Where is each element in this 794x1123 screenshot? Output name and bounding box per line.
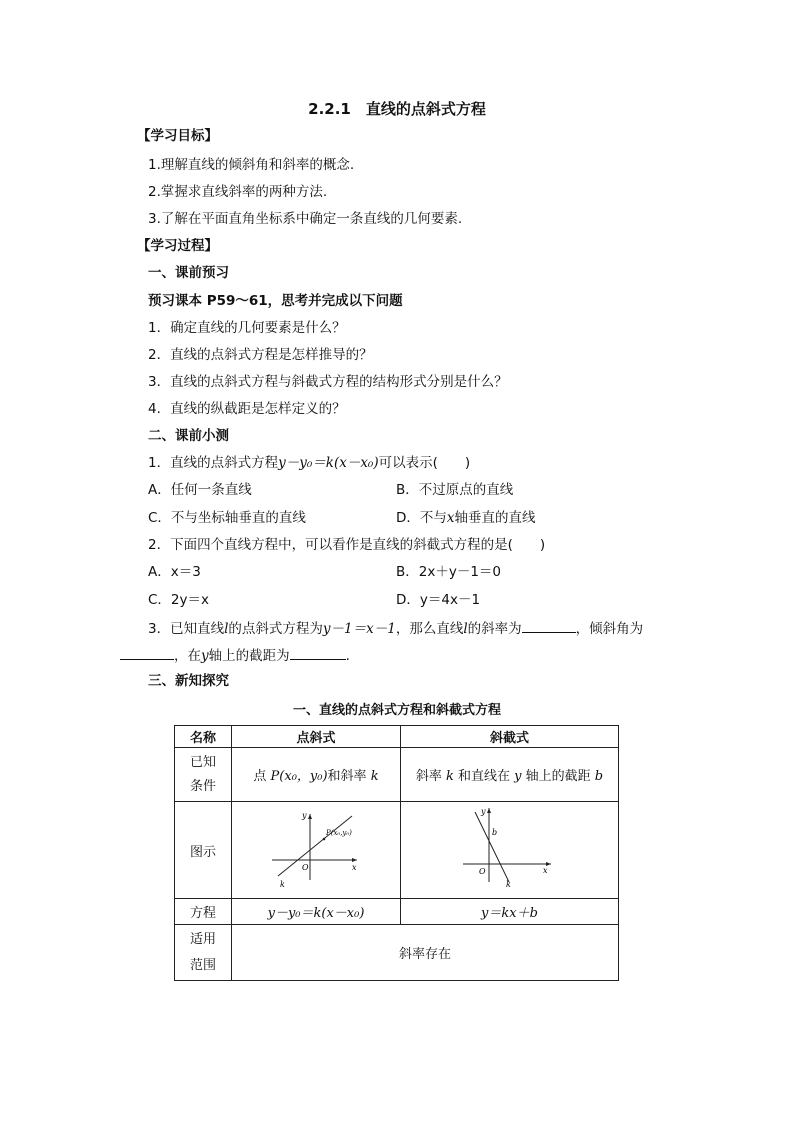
header-name: 名称 [175,726,232,748]
page-title: 2.2.1 直线的点斜式方程 [308,100,486,118]
row-label-figure: 图示 [175,802,232,899]
fig1-label-x: x [352,863,357,872]
sloped-line [278,816,352,876]
point-p [323,838,326,841]
q1-option-d [396,509,536,527]
preview-heading: 一、课前预习 [148,265,229,281]
q1-option-b: B．不过原点的直线 [396,482,514,498]
q1-option-d-text: D．不与 [396,510,447,526]
cell-var-b: b [594,769,604,784]
q2-option-a: A．x＝3 [148,564,201,580]
row-label-text: 条件 [189,778,216,794]
row-label-scope [175,925,232,981]
row-label-text: 已知 [189,754,216,770]
cell-known-slope-intercept [401,748,619,802]
cell-point: P(x₀，y₀) [270,769,328,784]
q3-text: 的斜率为 [467,621,522,637]
fig2-label-origin: O [479,867,486,876]
row-label-known [175,748,232,802]
cell-var-k: k [370,769,379,784]
q2-option-c: C．2y＝x [148,592,209,608]
quiz-question-2: 2．下面四个直线方程中，可以看作是直线的斜截式方程的是( ) [148,537,546,553]
q3-var-y: y [201,648,209,664]
cell-text: 斜率 [415,769,447,784]
q3-text: 轴上的截距为 [208,648,290,664]
y-axis-arrow [487,808,491,813]
row-label-equation: 方程 [175,899,232,925]
q1-option-c: C．不与坐标轴垂直的直线 [148,510,306,526]
header-slope-intercept: 斜截式 [401,726,619,748]
cell-text: 和斜率 [327,769,371,784]
cell-equation-point-slope: y－y₀＝k(x－x₀) [232,899,401,925]
q3-text: 的点斜式方程为 [228,621,323,637]
q3-text: ，那么直线 [395,621,464,637]
table-row-scope [175,925,619,981]
fig1-label-p: P(x₀,y₀) [326,829,352,837]
q3-text: ，倾斜角为 [575,621,644,637]
equation-table [174,725,619,981]
cell-text: 轴上的截距 [521,769,595,784]
q3-text: . [345,648,350,664]
q3-text: 3．已知直线 [148,621,225,637]
q1-stem: 1．直线的点斜式方程 [148,455,279,471]
quiz-question-1 [148,454,470,472]
table-row-known [175,748,619,802]
preview-intro: 预习课本 P59～61，思考并完成以下问题 [148,293,403,309]
q3-blank-intercept[interactable] [290,645,346,660]
table-title: 一、直线的点斜式方程和斜截式方程 [292,703,501,718]
slope-intercept-figure [401,802,618,898]
table-header-row [175,726,619,748]
fig2-label-b: b [492,828,498,837]
row-label-text: 范围 [189,957,216,973]
cell-figure-point-slope [232,802,401,899]
quiz-question-3-cont [120,645,350,665]
quiz-heading: 二、课前小测 [148,428,229,444]
fig2-label-k: k [506,880,511,889]
q1-option-a: A．任何一条直线 [148,482,252,498]
preview-question: 2．直线的点斜式方程是怎样推导的？ [148,347,373,363]
goal-item: 2.掌握求直线斜率的两种方法. [148,184,328,200]
q1-option-d-text-end: 轴垂直的直线 [454,510,536,526]
explore-heading: 三、新知探究 [148,673,229,689]
q3-var-l: l [224,621,229,637]
q3-var-l: l [463,621,468,637]
q1-option-d-var: x [446,510,455,526]
x-axis-arrow [352,858,357,862]
fig1-label-y: y [302,811,307,820]
q3-blank-angle[interactable] [120,645,174,660]
preview-question: 3．直线的点斜式方程与斜截式方程的结构形式分别是什么？ [148,374,508,390]
q2-option-d: D．y＝4x－1 [396,592,481,608]
q3-blank-slope[interactable] [522,618,576,633]
fig2-label-y: y [481,807,486,816]
q3-text: ，在 [174,648,201,664]
preview-question: 4．直线的纵截距是怎样定义的？ [148,401,346,417]
table-row-figure [175,802,619,899]
fig1-label-k: k [280,880,285,889]
y-axis-arrow [308,814,312,819]
header-point-slope: 点斜式 [232,726,401,748]
cell-text: 点 [253,769,271,784]
process-heading: 【学习过程】 [137,238,218,254]
q1-stem-end: 可以表示( ) [378,455,471,471]
row-label-text: 适用 [189,931,216,947]
table-row-equation [175,899,619,925]
quiz-question-3 [148,618,643,638]
cell-scope-value: 斜率存在 [232,925,619,981]
cell-text: 和直线在 [453,769,515,784]
fig2-label-x: x [543,866,548,875]
q3-equation: y－1＝x－1 [322,621,396,637]
cell-figure-slope-intercept [401,802,619,899]
cell-known-point-slope [232,748,401,802]
q2-option-b: B．2x＋y－1＝0 [396,564,502,580]
cell-var-y: y [514,769,522,784]
goal-item: 3.了解在平面直角坐标系中确定一条直线的几何要素. [148,211,463,227]
goals-heading: 【学习目标】 [137,128,218,144]
preview-question: 1．确定直线的几何要素是什么？ [148,320,346,336]
cell-var-k: k [446,769,454,784]
q1-formula: y－y₀＝k(x－x₀) [278,455,379,471]
cell-equation-slope-intercept: y＝kx＋b [401,899,619,925]
fig1-label-origin: O [302,863,309,872]
point-slope-figure [232,802,400,898]
goal-item: 1.理解直线的倾斜角和斜率的概念. [148,157,355,173]
